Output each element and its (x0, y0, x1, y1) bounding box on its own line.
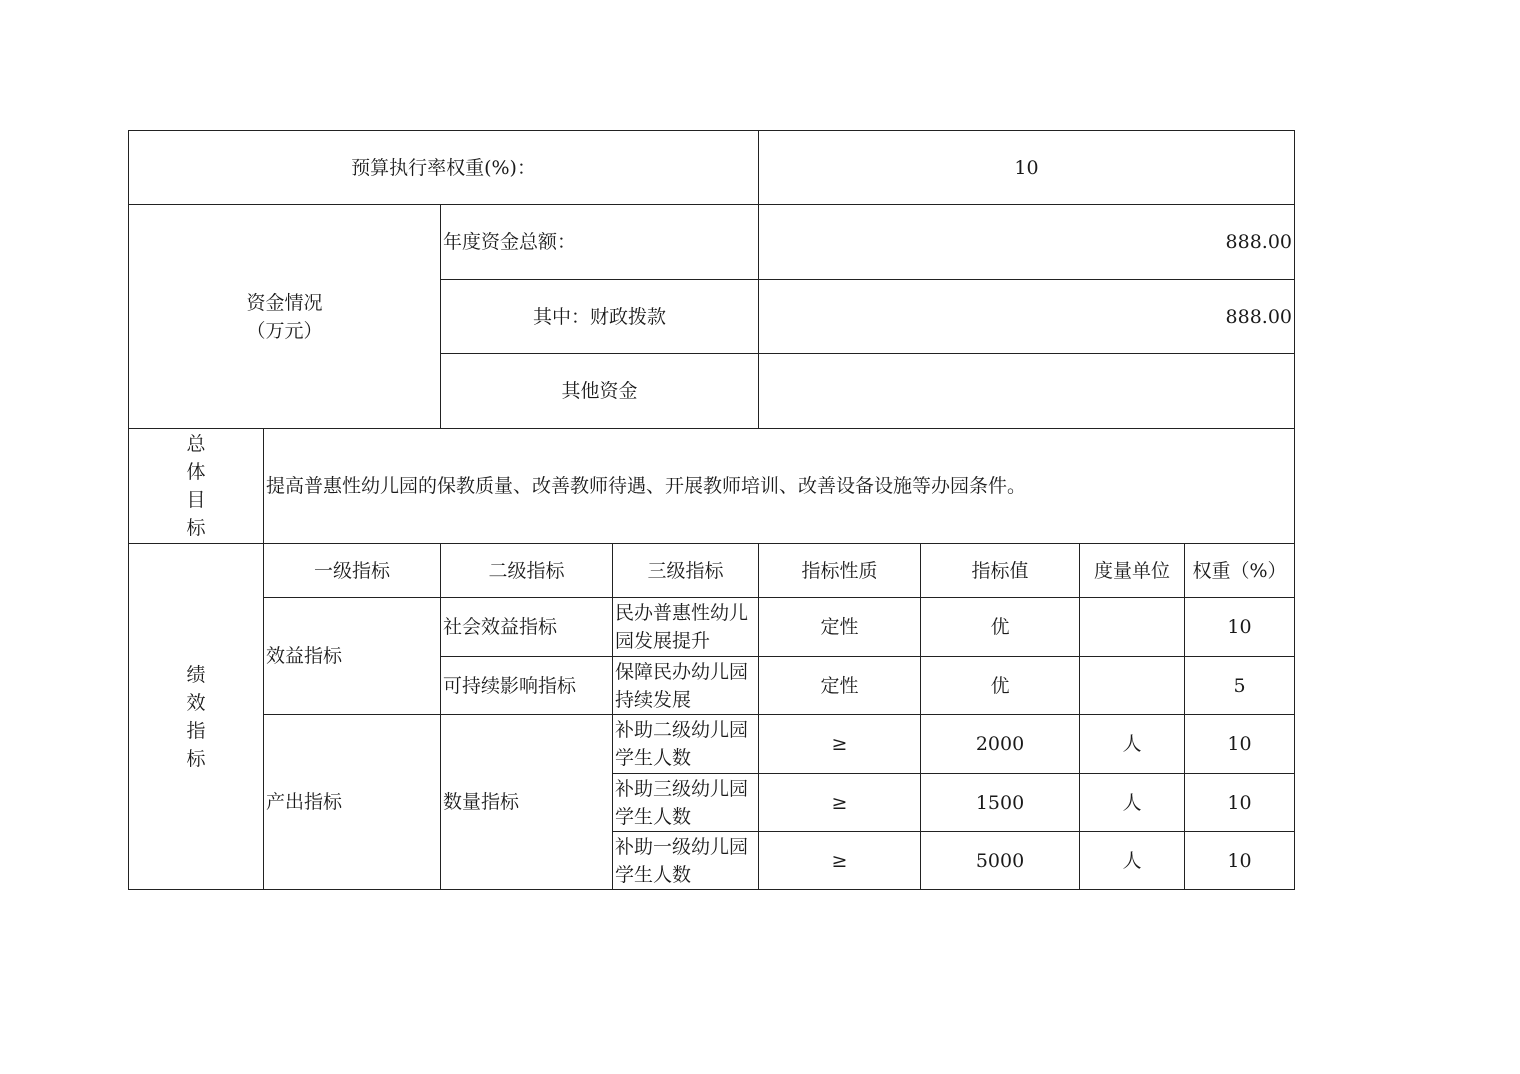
performance-label-char: 绩 (186, 663, 206, 686)
value-cell: 1500 (921, 774, 1080, 832)
weight-cell: 5 (1185, 657, 1295, 715)
goal-text: 提高普惠性幼儿园的保教质量、改善教师待遇、开展教师培训、改善设备设施等办园条件。 (264, 429, 1295, 544)
level3-cell: 保障民办幼儿园持续发展 (613, 657, 759, 715)
performance-target-table (128, 130, 1295, 890)
header-nature: 指标性质 (759, 544, 921, 598)
unit-cell: 人 (1080, 774, 1185, 832)
funds-other-label: 其他资金 (441, 354, 759, 429)
level2-quantity: 数量指标 (441, 715, 613, 890)
header-weight: 权重（%） (1185, 544, 1295, 598)
goal-label (129, 429, 264, 544)
level3-cell: 民办普惠性幼儿园发展提升 (613, 598, 759, 657)
performance-label-char: 标 (186, 747, 206, 770)
funds-label-line2: （万元） (246, 319, 323, 342)
header-level1: 一级指标 (264, 544, 441, 598)
funds-label-line1: 资金情况 (246, 291, 323, 314)
value-cell: 5000 (921, 832, 1080, 890)
weight-cell: 10 (1185, 774, 1295, 832)
performance-label (129, 544, 264, 890)
funds-total-value: 888.00 (759, 205, 1295, 280)
unit-cell: 人 (1080, 832, 1185, 890)
value-cell: 优 (921, 598, 1080, 657)
goal-row (129, 429, 1295, 544)
nature-cell: 定性 (759, 657, 921, 715)
table-row (129, 598, 1295, 657)
header-unit: 度量单位 (1080, 544, 1185, 598)
performance-label-char: 指 (186, 719, 206, 742)
funds-section-label (129, 205, 441, 429)
budget-weight-value: 10 (759, 131, 1295, 205)
weight-cell: 10 (1185, 598, 1295, 657)
performance-label-char: 效 (186, 691, 206, 714)
goal-label-char: 标 (186, 517, 206, 539)
funds-fiscal-value: 888.00 (759, 280, 1295, 354)
funds-total-row (129, 205, 1295, 280)
funds-fiscal-label: 其中：财政拨款 (441, 280, 759, 354)
goal-label-char: 体 (186, 461, 206, 483)
level3-cell: 补助二级幼儿园学生人数 (613, 715, 759, 774)
weight-cell: 10 (1185, 832, 1295, 890)
header-level2: 二级指标 (441, 544, 613, 598)
budget-weight-label: 预算执行率权重(%)： (129, 131, 759, 205)
level3-cell: 补助三级幼儿园学生人数 (613, 774, 759, 832)
value-cell: 优 (921, 657, 1080, 715)
level1-benefit: 效益指标 (264, 598, 441, 715)
level2-social: 社会效益指标 (441, 598, 613, 657)
nature-cell: ≥ (759, 715, 921, 774)
funds-other-value (759, 354, 1295, 429)
goal-label-char: 目 (186, 489, 206, 511)
level1-output: 产出指标 (264, 715, 441, 890)
budget-weight-row (129, 131, 1295, 205)
nature-cell: ≥ (759, 774, 921, 832)
performance-header-row (129, 544, 1295, 598)
nature-cell: 定性 (759, 598, 921, 657)
nature-cell: ≥ (759, 832, 921, 890)
table-row (129, 715, 1295, 774)
level3-cell: 补助一级幼儿园学生人数 (613, 832, 759, 890)
header-value: 指标值 (921, 544, 1080, 598)
unit-cell (1080, 598, 1185, 657)
funds-total-label: 年度资金总额： (441, 205, 759, 280)
weight-cell: 10 (1185, 715, 1295, 774)
unit-cell (1080, 657, 1185, 715)
unit-cell: 人 (1080, 715, 1185, 774)
goal-label-char: 总 (186, 433, 206, 455)
value-cell: 2000 (921, 715, 1080, 774)
level2-sustain: 可持续影响指标 (441, 657, 613, 715)
header-level3: 三级指标 (613, 544, 759, 598)
